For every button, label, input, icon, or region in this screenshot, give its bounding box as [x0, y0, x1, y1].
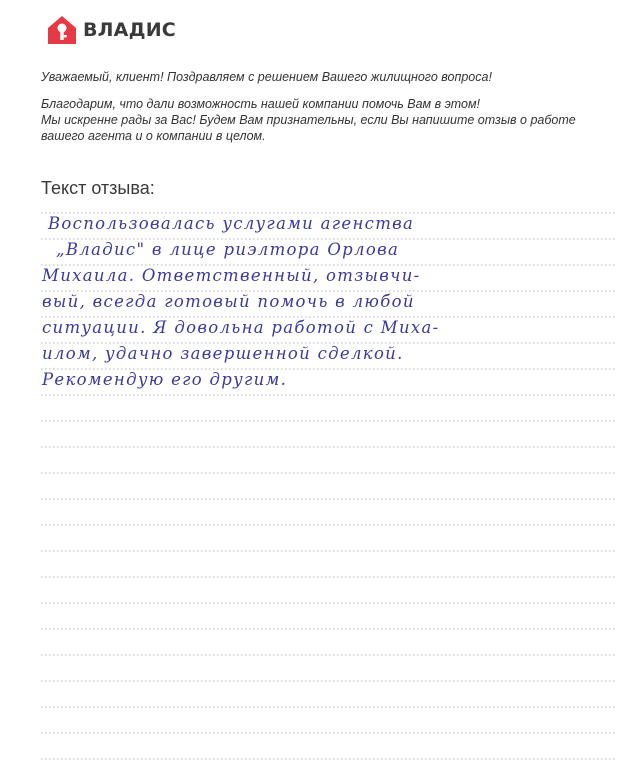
intro-line-3: вашего агента и о компании в целом. [41, 129, 266, 143]
review-section-title: Текст отзыва: [41, 178, 155, 198]
intro-line-1: Благодарим, что дали возможность нашей компании помочь Вам в этом! [41, 97, 481, 111]
review-line: Михаила. Ответственный, отзывчи- [42, 266, 421, 285]
review-line: ситуации. Я довольна работой с Миха- [42, 318, 440, 337]
intro-line-2: Мы искренне рады за Вас! Будем Вам признательны, если Вы напишите отзыв о работе [41, 113, 576, 127]
review-line: Рекомендую его другим. [42, 370, 288, 389]
brand-name: ВЛАДИС [83, 19, 176, 41]
review-line: Воспользовалась услугами агенства [48, 214, 415, 233]
review-line: „Владис" в лице риэлтора Орлова [56, 240, 400, 259]
handwritten-review [42, 211, 612, 393]
review-line: илом, удачно завершенной сделкой. [42, 344, 404, 363]
review-line: вый, всегда готовый помочь в любой [42, 292, 415, 311]
greeting-text: Уважаемый, клиент! Поздравляем с решением Вашего жилищного вопроса! [41, 70, 492, 84]
